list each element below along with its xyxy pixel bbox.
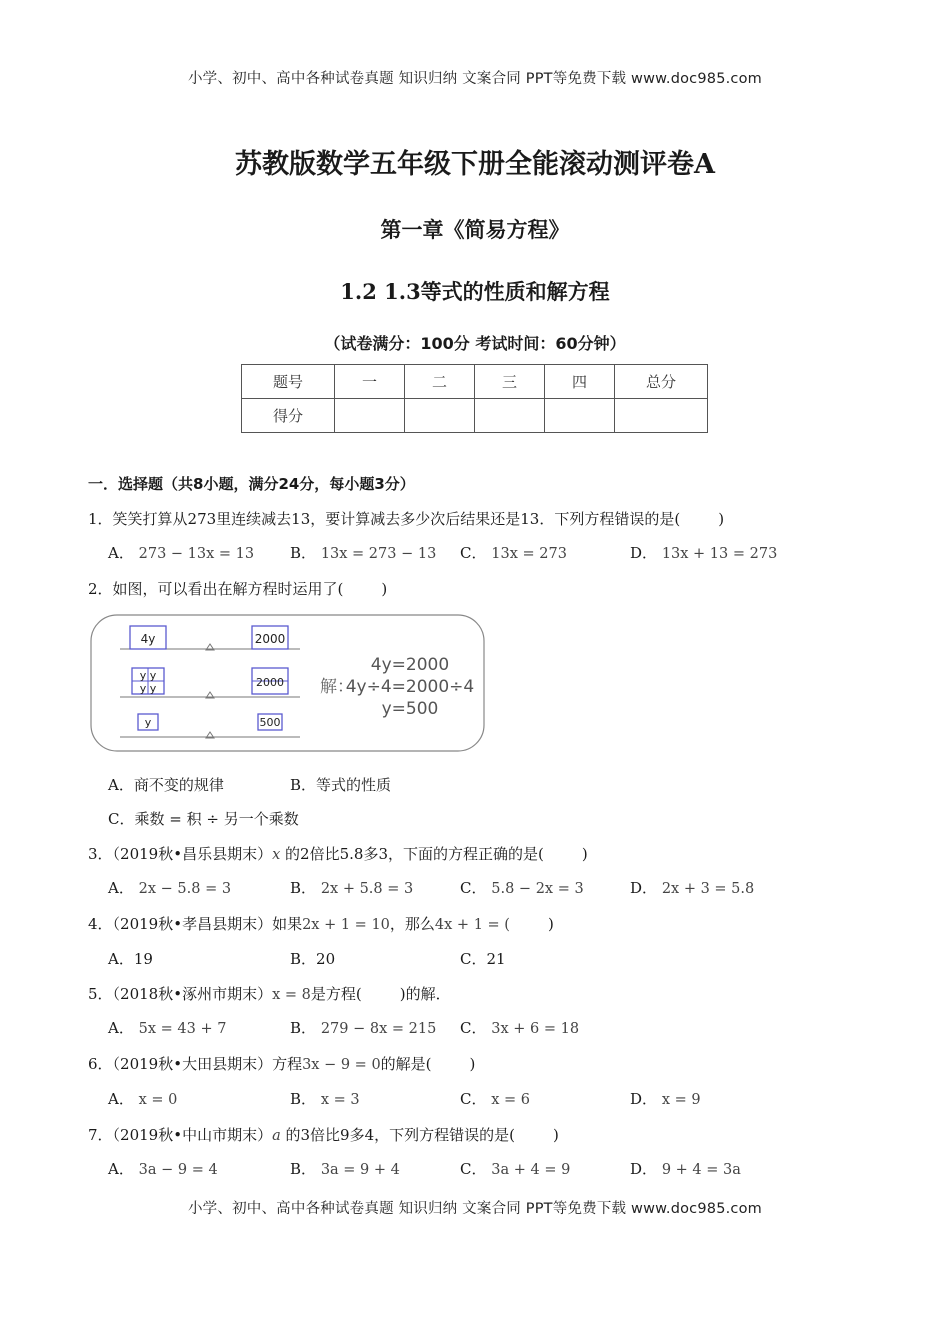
option-expr: 3a − 9 = 4 — [138, 1162, 218, 1178]
question-7 — [88, 1124, 559, 1145]
question-source: （2019秋•孝昌县期末）如果 — [112, 915, 303, 933]
option-label: C． — [460, 1019, 487, 1037]
question-3 — [88, 843, 588, 864]
left-box-yy-2: y y — [139, 682, 157, 695]
question-source: （2019秋•大田县期末）方程 — [112, 1055, 303, 1073]
option-expr: 19 — [133, 950, 153, 968]
question-text: ，那么 — [389, 915, 435, 933]
left-box-4y: 4y — [140, 632, 156, 646]
question-tail: ) — [381, 580, 388, 598]
option-b[interactable] — [290, 877, 413, 898]
question-number: 5． — [88, 985, 113, 1003]
option-expr: 13x = 273 − 13 — [320, 546, 437, 562]
option-expr: 2x + 3 = 5.8 — [661, 881, 755, 897]
option-expr: 3x + 6 = 18 — [491, 1021, 580, 1037]
question-source: （2019秋•中山市期末） — [112, 1126, 273, 1144]
option-expr: 279 − 8x = 215 — [320, 1021, 437, 1037]
option-c[interactable] — [460, 1017, 579, 1038]
option-expr: 21 — [486, 950, 506, 968]
document-title: 苏教版数学五年级下册全能滚动测评卷A — [235, 149, 715, 180]
option-expr: 13x = 273 — [491, 546, 567, 562]
solve-label: 解： — [320, 677, 354, 697]
score-input-cell[interactable] — [405, 399, 475, 433]
question-number: 3． — [88, 845, 113, 863]
option-b[interactable] — [290, 542, 436, 563]
option-c[interactable] — [460, 1088, 530, 1109]
option-label: A． — [108, 776, 134, 794]
table-cell: 总分 — [615, 365, 708, 399]
table-cell: 二 — [405, 365, 475, 399]
option-a[interactable] — [108, 877, 231, 898]
question-tail: ) — [553, 1126, 559, 1144]
question-tail: ) — [581, 845, 588, 863]
equation: x = 8 — [272, 987, 311, 1003]
question-1 — [88, 508, 724, 529]
option-expr: 商不变的规律 — [133, 776, 224, 794]
question-text: 的3倍比9多4，下列方程错误的是( — [285, 1126, 515, 1144]
option-label: D． — [630, 1090, 658, 1108]
option-label: A． — [108, 950, 134, 968]
score-input-cell[interactable] — [475, 399, 545, 433]
question-text: 的2倍比5.8多3，下面的方程正确的是( — [285, 845, 544, 863]
equation: 3x − 9 = 0 — [302, 1057, 381, 1073]
question-text: 是方程( — [310, 985, 362, 1003]
option-c[interactable] — [108, 808, 299, 829]
question-6 — [88, 1053, 475, 1074]
right-box-2000-split: 2000 — [256, 676, 284, 689]
section-title: 1.2 1.3等式的性质和解方程 — [340, 279, 610, 304]
option-c[interactable] — [460, 948, 506, 969]
solution-line-1: 4y=2000 — [370, 655, 450, 675]
option-label: D． — [630, 1160, 658, 1178]
question-text: 笑笑打算从273里连续减去13，要计算减去多少次后结果还是13．下列方程错误的是( — [112, 510, 681, 528]
option-expr: 13x + 13 = 273 — [661, 546, 778, 562]
option-label: C． — [108, 810, 135, 828]
variable: a — [272, 1128, 281, 1144]
question-tail: ) — [718, 510, 725, 528]
option-expr: 20 — [316, 950, 336, 968]
option-d[interactable] — [630, 877, 754, 898]
table-cell: 三 — [475, 365, 545, 399]
option-expr: 273 − 13x = 13 — [138, 546, 255, 562]
question-number: 1． — [88, 510, 113, 528]
option-a[interactable] — [108, 542, 254, 563]
option-label: B． — [290, 1090, 317, 1108]
option-b[interactable] — [290, 1017, 436, 1038]
option-expr: 乘数 = 积 ÷ 另一个乘数 — [134, 810, 299, 828]
option-label: D． — [630, 544, 658, 562]
option-expr: x = 9 — [661, 1092, 701, 1108]
option-expr: 9 + 4 = 3a — [661, 1162, 741, 1178]
solution-line-3: y=500 — [381, 699, 439, 719]
option-a[interactable] — [108, 948, 153, 969]
score-table — [241, 364, 708, 433]
table-cell: 题号 — [242, 365, 335, 399]
option-b[interactable] — [290, 774, 391, 795]
option-c[interactable] — [460, 1158, 570, 1179]
question-text: 如图，可以看出在解方程时运用了( — [112, 580, 344, 598]
solution-line-2: 4y÷4=2000÷4 — [345, 677, 475, 697]
option-expr: 等式的性质 — [316, 776, 392, 794]
question-tail: )的解． — [399, 985, 451, 1003]
option-label: C． — [460, 1090, 487, 1108]
question-number: 6． — [88, 1055, 113, 1073]
option-label: B． — [290, 544, 317, 562]
equation: 2x + 1 = 10 — [302, 917, 390, 933]
table-cell: 得分 — [242, 399, 335, 433]
option-expr: 2x + 5.8 = 3 — [320, 881, 414, 897]
option-d[interactable] — [630, 1088, 701, 1109]
table-cell: 一 — [335, 365, 405, 399]
option-label: A． — [108, 1019, 134, 1037]
score-input-cell[interactable] — [335, 399, 405, 433]
question-source: （2019秋•昌乐县期末） — [112, 845, 273, 863]
option-expr: 3a = 9 + 4 — [320, 1162, 400, 1178]
option-b[interactable] — [290, 1088, 360, 1109]
option-label: A． — [108, 1160, 134, 1178]
question-tail: ) — [547, 915, 554, 933]
option-expr: x = 3 — [320, 1092, 360, 1108]
question-tail: ) — [469, 1055, 476, 1073]
option-expr: 5x = 43 + 7 — [138, 1021, 227, 1037]
option-label: D． — [630, 879, 658, 897]
part1-heading: 一．选择题（共8小题，满分24分，每小题3分） — [88, 475, 415, 493]
right-box-2000: 2000 — [254, 632, 286, 646]
option-b[interactable] — [290, 1158, 400, 1179]
header-banner: 小学、初中、高中各种试卷真题 知识归纳 文案合同 PPT等免费下载 www.doc985.com — [187, 71, 763, 87]
equation: 4x + 1 = ( — [434, 917, 510, 933]
score-input-cell[interactable] — [615, 399, 708, 433]
option-label: C． — [460, 544, 487, 562]
footer-banner: 小学、初中、高中各种试卷真题 知识归纳 文案合同 PPT等免费下载 www.doc985.com — [187, 1201, 763, 1217]
question-4 — [88, 913, 554, 934]
option-a[interactable] — [108, 1088, 177, 1109]
option-c[interactable] — [460, 877, 584, 898]
option-label: C． — [460, 950, 487, 968]
question-text: 的解是( — [380, 1055, 432, 1073]
option-label: B． — [290, 776, 317, 794]
option-b[interactable] — [290, 948, 335, 969]
option-c[interactable] — [460, 542, 567, 563]
chapter-title: 第一章《简易方程》 — [380, 217, 570, 242]
table-cell: 四 — [545, 365, 615, 399]
question-5 — [88, 983, 451, 1004]
option-d[interactable] — [630, 542, 777, 563]
option-expr: 2x − 5.8 = 3 — [138, 881, 232, 897]
option-expr: x = 6 — [491, 1092, 531, 1108]
option-label: A． — [108, 879, 134, 897]
score-table-header-row — [242, 365, 708, 399]
right-box-500: 500 — [259, 716, 281, 729]
option-a[interactable] — [108, 774, 224, 795]
left-box-yy-1: y y — [139, 669, 157, 682]
option-label: B． — [290, 1160, 317, 1178]
variable: x — [272, 847, 281, 863]
option-label: B． — [290, 879, 317, 897]
option-label: C． — [460, 1160, 487, 1178]
question-source: （2018秋•涿州市期末） — [112, 985, 273, 1003]
balance-diagram — [90, 614, 485, 752]
question-number: 2． — [88, 580, 113, 598]
option-label: A． — [108, 544, 134, 562]
option-a[interactable] — [108, 1017, 226, 1038]
option-label: B． — [290, 1019, 317, 1037]
option-a[interactable] — [108, 1158, 218, 1179]
option-label: B． — [290, 950, 317, 968]
option-expr: 3a + 4 = 9 — [491, 1162, 571, 1178]
score-table-score-row — [242, 399, 708, 433]
question-number: 4． — [88, 915, 113, 933]
option-d[interactable] — [630, 1158, 741, 1179]
question-2 — [88, 578, 387, 599]
question-number: 7． — [88, 1126, 113, 1144]
score-input-cell[interactable] — [545, 399, 615, 433]
option-expr: x = 0 — [138, 1092, 178, 1108]
option-label: A． — [108, 1090, 134, 1108]
left-box-y: y — [144, 716, 152, 729]
exam-info: （试卷满分：100分 考试时间：60分钟） — [324, 334, 626, 353]
option-label: C． — [460, 879, 487, 897]
option-expr: 5.8 − 2x = 3 — [491, 881, 584, 897]
